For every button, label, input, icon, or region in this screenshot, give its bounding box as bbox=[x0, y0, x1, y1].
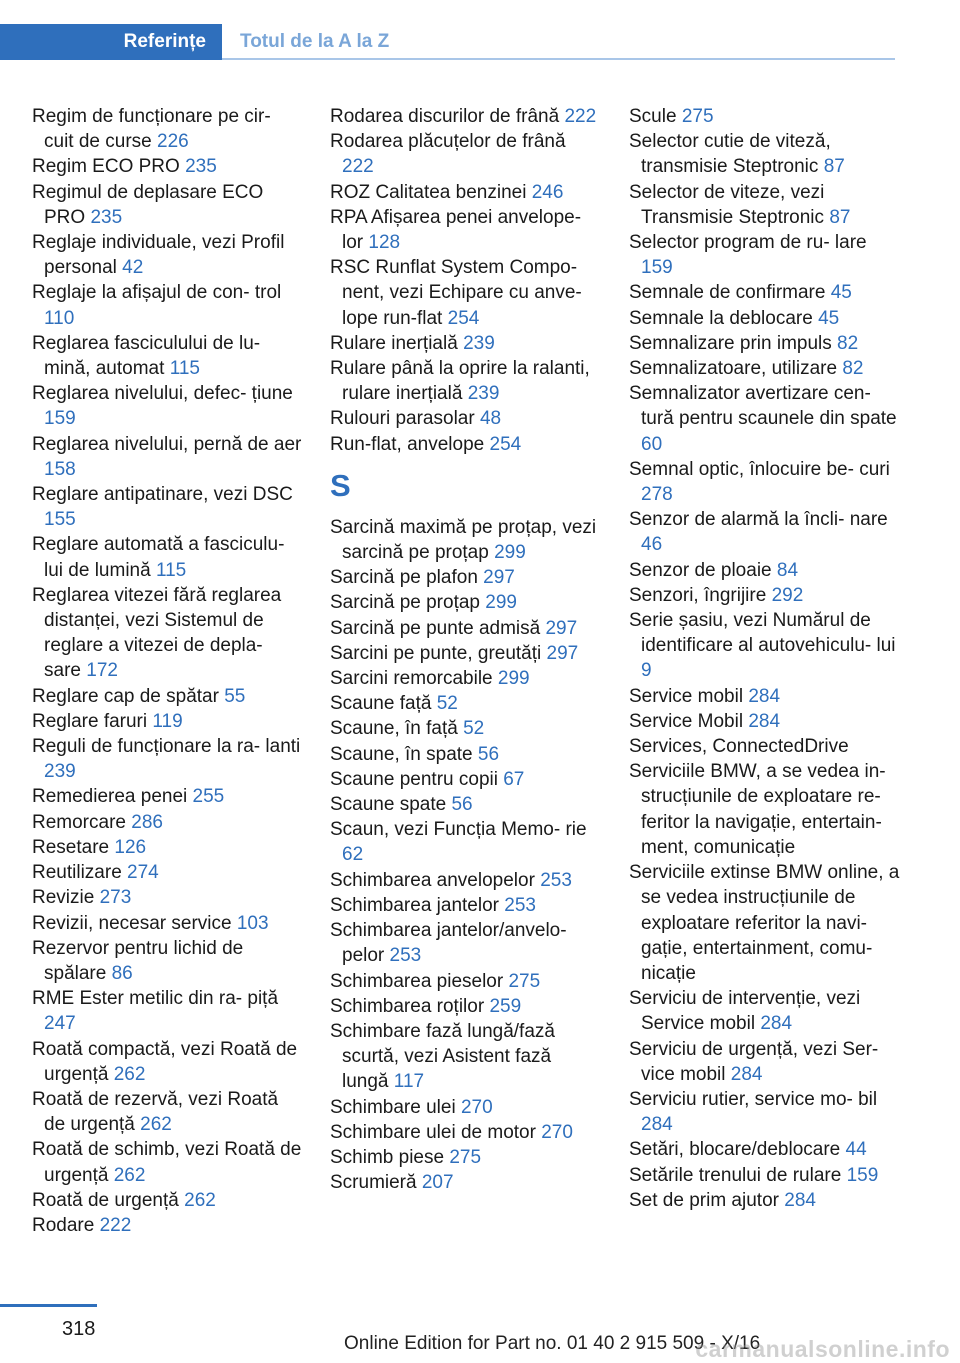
index-entry-term: Serviciu de intervenție, vezi Service mobil bbox=[629, 988, 861, 1035]
index-entry-term: Sarcini remorcabile bbox=[330, 668, 493, 690]
index-entry bbox=[629, 280, 901, 305]
index-entry-term: Serviciile BMW, a se vedea in‐ strucțiunile de exploatare re‐ feritor la navigație, entertain‐ ment, comunicație bbox=[629, 761, 886, 858]
index-page-link[interactable]: 246 bbox=[531, 181, 564, 203]
index-page-link[interactable]: 86 bbox=[111, 962, 133, 984]
index-entry-term: Schimbare ulei bbox=[330, 1096, 456, 1118]
index-entry bbox=[629, 1137, 901, 1162]
index-entry-term: Reglarea nivelului, pernă de aer bbox=[32, 433, 302, 455]
index-page-link[interactable]: 284 bbox=[730, 1063, 763, 1085]
index-entry bbox=[330, 641, 600, 666]
index-page-link[interactable]: 62 bbox=[342, 844, 364, 866]
index-entry bbox=[32, 1137, 302, 1187]
index-entry bbox=[32, 432, 302, 482]
index-entry-term: Scaune pentru copii bbox=[330, 768, 498, 790]
index-page-link[interactable]: 159 bbox=[846, 1164, 879, 1186]
index-page-link[interactable]: 82 bbox=[837, 332, 859, 354]
index-entry bbox=[629, 507, 901, 557]
index-entry bbox=[629, 1188, 901, 1213]
index-entry bbox=[32, 885, 302, 910]
index-page-link[interactable]: 48 bbox=[479, 408, 502, 430]
index-entry-term: Schimbarea jantelor bbox=[330, 894, 499, 916]
index-entry-term: Scaune față bbox=[330, 693, 432, 715]
index-entry bbox=[330, 691, 600, 716]
index-entry bbox=[32, 784, 302, 809]
index-entry bbox=[330, 515, 600, 565]
footer-accent-bar bbox=[0, 1304, 97, 1307]
index-page-link[interactable]: 254 bbox=[489, 433, 522, 455]
index-page-link[interactable]: 253 bbox=[504, 894, 536, 916]
index-entry-term: Rezervor pentru lichid de spălare bbox=[32, 937, 244, 984]
index-entry bbox=[629, 1163, 901, 1188]
index-entry-term: Reglarea vitezei fără reglarea distanței, vezi Sistemul de reglare a vitezei de depla‐ sare bbox=[32, 584, 282, 682]
index-entry bbox=[330, 742, 600, 767]
index-entry-term: Semnal optic, înlocuire be‐ curi bbox=[629, 458, 890, 480]
index-entry-term: Remedierea penei bbox=[32, 786, 188, 808]
index-entry bbox=[330, 331, 600, 356]
index-page-link[interactable]: 126 bbox=[114, 836, 147, 858]
index-entry-term: Senzor de alarmă la încli‐ nare bbox=[629, 509, 888, 531]
index-entry-term: Schimbarea pieselor bbox=[330, 970, 504, 992]
index-page-link[interactable]: 259 bbox=[489, 995, 522, 1017]
index-entry bbox=[629, 104, 901, 129]
index-page-link[interactable]: 44 bbox=[845, 1139, 867, 1161]
index-entry bbox=[32, 1087, 302, 1137]
index-entry-term: Roată de urgență bbox=[32, 1189, 179, 1211]
index-entry-term: RME Ester metilic din ra‐ piță bbox=[32, 988, 279, 1010]
index-page-link[interactable]: 87 bbox=[823, 156, 845, 178]
index-entry-term: Semnalizator avertizare cen‐ tură pentru scaunele din spate bbox=[629, 383, 897, 430]
index-entry-term: Semnalizatoare, utilizare bbox=[629, 358, 838, 380]
index-entry bbox=[32, 583, 302, 684]
index-page-link[interactable]: 60 bbox=[641, 433, 663, 455]
index-page-link[interactable]: 284 bbox=[748, 685, 781, 707]
index-entry bbox=[330, 716, 600, 741]
index-entry-term: Rulouri parasolar bbox=[330, 408, 475, 430]
index-page-link[interactable]: 45 bbox=[830, 282, 852, 304]
index-entry-term: Reglare faruri bbox=[32, 710, 148, 732]
index-entry-term: Regimul de deplasare ECO PRO bbox=[32, 181, 264, 228]
index-entry bbox=[330, 1145, 600, 1170]
index-entry-term: RPA Afișarea penei anvelope‐ lor bbox=[330, 206, 582, 254]
index-entry bbox=[330, 180, 600, 205]
index-entry-term: Setările trenului de rulare bbox=[629, 1164, 842, 1186]
index-page-link[interactable]: 56 bbox=[451, 794, 473, 816]
index-page-link[interactable]: 159 bbox=[44, 408, 76, 430]
index-entry-term: Sarcină maximă pe proțap, vezi sarcină pe proțap bbox=[330, 516, 597, 564]
index-page-link[interactable]: 262 bbox=[113, 1063, 146, 1085]
index-page-link[interactable]: 46 bbox=[641, 534, 663, 556]
index-entry bbox=[330, 255, 600, 331]
index-page-link[interactable]: 84 bbox=[776, 559, 799, 581]
index-entry bbox=[32, 180, 302, 230]
index-page-link[interactable]: 275 bbox=[681, 106, 714, 127]
index-entry bbox=[32, 331, 302, 381]
index-page-link[interactable]: 284 bbox=[748, 710, 781, 732]
index-page-link[interactable]: 262 bbox=[184, 1189, 216, 1211]
index-entry-term: Serviciile extinse BMW online, a se vedea instrucțiunile de exploatare referitor la navi‐ gație, entertainment, comu‐ nicație bbox=[629, 862, 900, 984]
index-entry bbox=[629, 558, 901, 583]
index-entry bbox=[629, 230, 901, 280]
index-entry bbox=[32, 860, 302, 885]
index-page-link[interactable]: 103 bbox=[236, 912, 269, 934]
index-entry-term: Reglaje la afișajul de con‐ trol bbox=[32, 282, 282, 304]
index-entry-term: Service Mobil bbox=[629, 710, 744, 732]
index-entry-term: Scaune, în spate bbox=[330, 743, 473, 765]
index-page-link[interactable]: 284 bbox=[784, 1189, 816, 1211]
index-page-link[interactable]: 297 bbox=[545, 617, 578, 639]
index-entry-term: Rulare până la oprire la ralanti, rulare inerțială bbox=[330, 358, 590, 405]
index-entry-term: Sarcină pe punte admisă bbox=[330, 617, 541, 639]
index-page-link[interactable]: 286 bbox=[131, 811, 163, 833]
index-entry-term: Revizie bbox=[32, 887, 95, 909]
index-column-2 bbox=[330, 104, 600, 1195]
index-entry-term: Semnalizare prin impuls bbox=[629, 332, 832, 354]
index-page-link[interactable]: 155 bbox=[44, 509, 76, 531]
index-entry-term: Revizii, necesar service bbox=[32, 912, 232, 934]
index-entry bbox=[32, 709, 302, 734]
index-entry-term: Schimbare ulei de motor bbox=[330, 1121, 536, 1143]
index-page-link[interactable]: 239 bbox=[463, 332, 495, 354]
index-entry-term: Service mobil bbox=[629, 685, 744, 707]
index-page-link[interactable]: 275 bbox=[449, 1146, 482, 1168]
index-entry bbox=[629, 684, 901, 709]
index-entry-term: Scaune spate bbox=[330, 794, 447, 816]
index-entry bbox=[32, 936, 302, 986]
index-entry-term: Schimbare fază lungă/fază scurtă, vezi Asistent fază lungă bbox=[330, 1020, 555, 1093]
index-page-link[interactable]: 9 bbox=[641, 660, 652, 682]
index-entry bbox=[629, 356, 901, 381]
index-entry-term: Schimbarea anvelopelor bbox=[330, 869, 535, 891]
index-entry-term: Sarcină pe proțap bbox=[330, 592, 480, 614]
index-entry bbox=[330, 666, 600, 691]
index-page-link[interactable]: 284 bbox=[641, 1114, 673, 1136]
index-entry-term: Resetare bbox=[32, 836, 110, 858]
index-entry-term: Roată de rezervă, vezi Roată de urgență bbox=[32, 1088, 279, 1136]
index-entry bbox=[629, 180, 901, 230]
index-entry-term: Schimbarea roților bbox=[330, 995, 485, 1017]
index-entry bbox=[629, 734, 901, 759]
index-entry-term: Rodare bbox=[32, 1214, 95, 1236]
index-page-link[interactable]: 207 bbox=[421, 1172, 454, 1194]
index-page-link[interactable]: 235 bbox=[90, 206, 123, 228]
index-page-link[interactable]: 117 bbox=[393, 1071, 425, 1093]
watermark-logo: carmanualsonline.info bbox=[695, 1336, 950, 1362]
index-entry-term: Regim de funcționare pe cir‐ cuit de curse bbox=[32, 106, 271, 153]
index-entry bbox=[330, 1120, 600, 1145]
index-entry bbox=[330, 205, 600, 255]
index-page-link[interactable]: 247 bbox=[44, 1013, 76, 1035]
index-entry-term: Setări, blocare/deblocare bbox=[629, 1139, 841, 1161]
index-entry-term: Schimb piese bbox=[330, 1146, 445, 1168]
index-entry bbox=[32, 1213, 302, 1238]
index-entry bbox=[32, 482, 302, 532]
index-entry bbox=[330, 590, 600, 615]
index-page-link[interactable]: 253 bbox=[540, 869, 572, 891]
index-entry bbox=[629, 1037, 901, 1087]
index-column-3 bbox=[629, 104, 901, 1213]
index-page-link[interactable]: 56 bbox=[477, 743, 500, 765]
index-entry bbox=[629, 306, 901, 331]
index-entry-term: Scule bbox=[629, 106, 677, 127]
index-entry bbox=[629, 457, 901, 507]
index-page-link[interactable]: 42 bbox=[122, 257, 144, 279]
index-column-1 bbox=[32, 104, 302, 1238]
index-page-link[interactable]: 52 bbox=[463, 718, 485, 740]
index-page-link[interactable]: 262 bbox=[113, 1164, 146, 1186]
index-letter-heading: S bbox=[330, 467, 351, 503]
index-entry bbox=[629, 1087, 901, 1137]
index-entry-term: Reglaje individuale, vezi Profil personal bbox=[32, 232, 285, 279]
index-entry-term: Reglare cap de spătar bbox=[32, 685, 219, 707]
index-entry-term: Serie șasiu, vezi Numărul de identificare al autovehiculu‐ lui bbox=[629, 610, 896, 657]
index-entry-term: Schimbarea jantelor/anvelo‐ pelor bbox=[330, 920, 567, 967]
index-entry bbox=[330, 1019, 600, 1095]
index-entry bbox=[629, 381, 901, 457]
index-entry-term: Set de prim ajutor bbox=[629, 1189, 779, 1211]
index-page-link[interactable]: 222 bbox=[564, 106, 597, 127]
section-tab-referinte[interactable]: Referințe bbox=[0, 24, 222, 60]
index-entry-term: Scrumieră bbox=[330, 1172, 417, 1194]
index-entry bbox=[32, 381, 302, 431]
index-entry-term: Serviciu rutier, service mo‐ bil bbox=[629, 1088, 878, 1110]
index-page-link[interactable]: 115 bbox=[155, 559, 187, 581]
index-page-link[interactable]: 115 bbox=[169, 358, 200, 380]
index-page-link[interactable]: 274 bbox=[127, 862, 159, 884]
index-entry bbox=[32, 1188, 302, 1213]
index-entry bbox=[32, 684, 302, 709]
index-entry-term: Reglarea fasciculului de lu‐ mină, automat bbox=[32, 332, 261, 380]
index-entry-term: Sarcini pe punte, greutăți bbox=[330, 642, 542, 664]
index-entry bbox=[32, 280, 302, 330]
index-page-link[interactable]: 235 bbox=[185, 156, 217, 178]
index-entry bbox=[629, 860, 901, 986]
index-entry-term: Rulare inerțială bbox=[330, 332, 458, 354]
index-entry bbox=[330, 406, 600, 431]
index-entry bbox=[330, 817, 600, 867]
page-number: 318 bbox=[62, 1318, 96, 1340]
index-entry-term: Scaune, în față bbox=[330, 718, 458, 740]
index-entry-term: Remorcare bbox=[32, 811, 126, 833]
index-page-link[interactable]: 239 bbox=[467, 383, 500, 405]
index-entry-term: Reglare antipatinare, vezi DSC bbox=[32, 484, 293, 506]
index-entry-term: Roată compactă, vezi Roată de urgență bbox=[32, 1038, 298, 1085]
index-entry bbox=[330, 356, 600, 406]
index-entry-term: Reguli de funcționare la ra‐ lanti bbox=[32, 736, 301, 758]
index-entry-term: RSC Runflat System Compo‐ nent, vezi Echipare cu anve‐ lope run-flat bbox=[330, 257, 582, 329]
index-entry-term: Roată de schimb, vezi Roată de urgență bbox=[32, 1139, 302, 1186]
index-page-link[interactable]: 297 bbox=[546, 642, 579, 664]
section-tab-a-la-z[interactable]: Totul de la A la Z bbox=[240, 31, 390, 52]
index-entry-term: Senzor de ploaie bbox=[629, 559, 772, 581]
index-page-link[interactable]: 253 bbox=[389, 945, 422, 967]
index-entry bbox=[32, 104, 302, 154]
index-entry-term: Reglarea nivelului, defec‐ țiune bbox=[32, 383, 293, 405]
index-page-link[interactable]: 128 bbox=[368, 232, 401, 254]
index-page-link[interactable]: 158 bbox=[44, 458, 76, 480]
index-page-link[interactable]: 45 bbox=[818, 307, 840, 329]
index-entry bbox=[330, 969, 600, 994]
index-entry-term: Rodarea plăcuțelor de frână bbox=[330, 131, 566, 153]
index-entry bbox=[330, 918, 600, 968]
index-page-link[interactable]: 159 bbox=[641, 257, 673, 279]
index-page-link[interactable]: 119 bbox=[152, 710, 183, 732]
index-entry-term: Selector program de ru‐ lare bbox=[629, 232, 867, 254]
index-page-link[interactable]: 299 bbox=[494, 542, 526, 564]
index-entry-term: Scaun, vezi Funcția Memo‐ rie bbox=[330, 819, 587, 841]
index-entry-term: Selector de viteze, vezi Transmisie Steptronic bbox=[629, 181, 825, 228]
index-entry bbox=[629, 129, 901, 179]
index-page-link[interactable]: 222 bbox=[99, 1214, 132, 1236]
index-entry bbox=[330, 1095, 600, 1120]
index-page-link[interactable]: 284 bbox=[760, 1013, 793, 1035]
index-page-link[interactable]: 254 bbox=[447, 307, 480, 329]
index-page-link[interactable]: 292 bbox=[771, 584, 804, 606]
index-page-link[interactable]: 55 bbox=[224, 685, 246, 707]
index-entry bbox=[330, 104, 600, 129]
index-entry bbox=[629, 331, 901, 356]
index-page-link[interactable]: 82 bbox=[842, 358, 864, 380]
index-entry-term: Semnale la deblocare bbox=[629, 307, 813, 329]
index-entry bbox=[629, 608, 901, 684]
index-entry bbox=[330, 994, 600, 1019]
header-divider bbox=[222, 58, 895, 60]
index-entry bbox=[629, 986, 901, 1036]
index-entry bbox=[32, 1037, 302, 1087]
index-entry bbox=[32, 911, 302, 936]
index-entry-term: Reglare automată a fasciculu‐ lui de lumină bbox=[32, 534, 285, 581]
index-entry bbox=[330, 792, 600, 817]
index-entry bbox=[330, 129, 600, 179]
index-page-link[interactable]: 222 bbox=[342, 156, 374, 178]
index-entry bbox=[32, 532, 302, 582]
index-entry bbox=[330, 893, 600, 918]
index-entry bbox=[330, 432, 600, 457]
index-page-link[interactable]: 172 bbox=[86, 660, 118, 682]
index-entry bbox=[32, 154, 302, 179]
index-entry bbox=[629, 709, 901, 734]
index-page-link[interactable]: 273 bbox=[99, 887, 132, 909]
edition-note: Online Edition for Part no. 01 40 2 915 509 - X/16 bbox=[344, 1333, 761, 1354]
index-entry-term: Senzori, îngrijire bbox=[629, 584, 767, 606]
index-entry bbox=[330, 565, 600, 590]
index-entry-term: Regim ECO PRO bbox=[32, 156, 180, 178]
index-entry bbox=[32, 230, 302, 280]
index-entry bbox=[32, 810, 302, 835]
index-page-link[interactable]: 226 bbox=[157, 131, 189, 153]
index-page-link[interactable]: 278 bbox=[641, 484, 673, 506]
index-page-link[interactable]: 255 bbox=[192, 786, 225, 808]
index-entry bbox=[32, 734, 302, 784]
index-page-link[interactable]: 270 bbox=[541, 1121, 573, 1143]
index-entry-term: Reutilizare bbox=[32, 862, 122, 884]
index-entry bbox=[629, 759, 901, 860]
index-entry-term: Services, ConnectedDrive bbox=[629, 736, 849, 758]
index-page-link[interactable]: 299 bbox=[497, 668, 530, 690]
index-entry bbox=[32, 986, 302, 1036]
index-page-link[interactable]: 52 bbox=[436, 693, 458, 715]
index-page-link[interactable]: 239 bbox=[44, 761, 76, 783]
index-entry-term: Serviciu de urgență, vezi Ser‐ vice mobil bbox=[629, 1038, 879, 1085]
index-page-link[interactable]: 262 bbox=[140, 1114, 172, 1136]
index-entry bbox=[330, 616, 600, 641]
index-entry bbox=[32, 835, 302, 860]
index-entry bbox=[629, 583, 901, 608]
index-page-link[interactable]: 275 bbox=[508, 970, 541, 992]
index-entry-term: Semnale de confirmare bbox=[629, 282, 826, 304]
index-entry-term: ROZ Calitatea benzinei bbox=[330, 181, 527, 203]
index-entry bbox=[330, 1170, 600, 1195]
index-entry bbox=[330, 868, 600, 893]
index-entry bbox=[330, 767, 600, 792]
index-page-link[interactable]: 110 bbox=[44, 307, 75, 329]
page-header bbox=[0, 24, 895, 60]
index-entry-term: Sarcină pe plafon bbox=[330, 567, 478, 589]
index-page-link[interactable]: 297 bbox=[483, 567, 515, 589]
index-entry-term: Run-flat, anvelope bbox=[330, 433, 485, 455]
index-entry-term: Rodarea discurilor de frână bbox=[330, 106, 560, 127]
index-page-link[interactable]: 270 bbox=[460, 1096, 493, 1118]
index-entry-term: Selector cutie de viteză, transmisie Steptronic bbox=[629, 131, 831, 178]
index-page-link[interactable]: 299 bbox=[485, 592, 517, 614]
index-page-link[interactable]: 67 bbox=[503, 768, 525, 790]
index-page-link[interactable]: 87 bbox=[829, 206, 851, 228]
